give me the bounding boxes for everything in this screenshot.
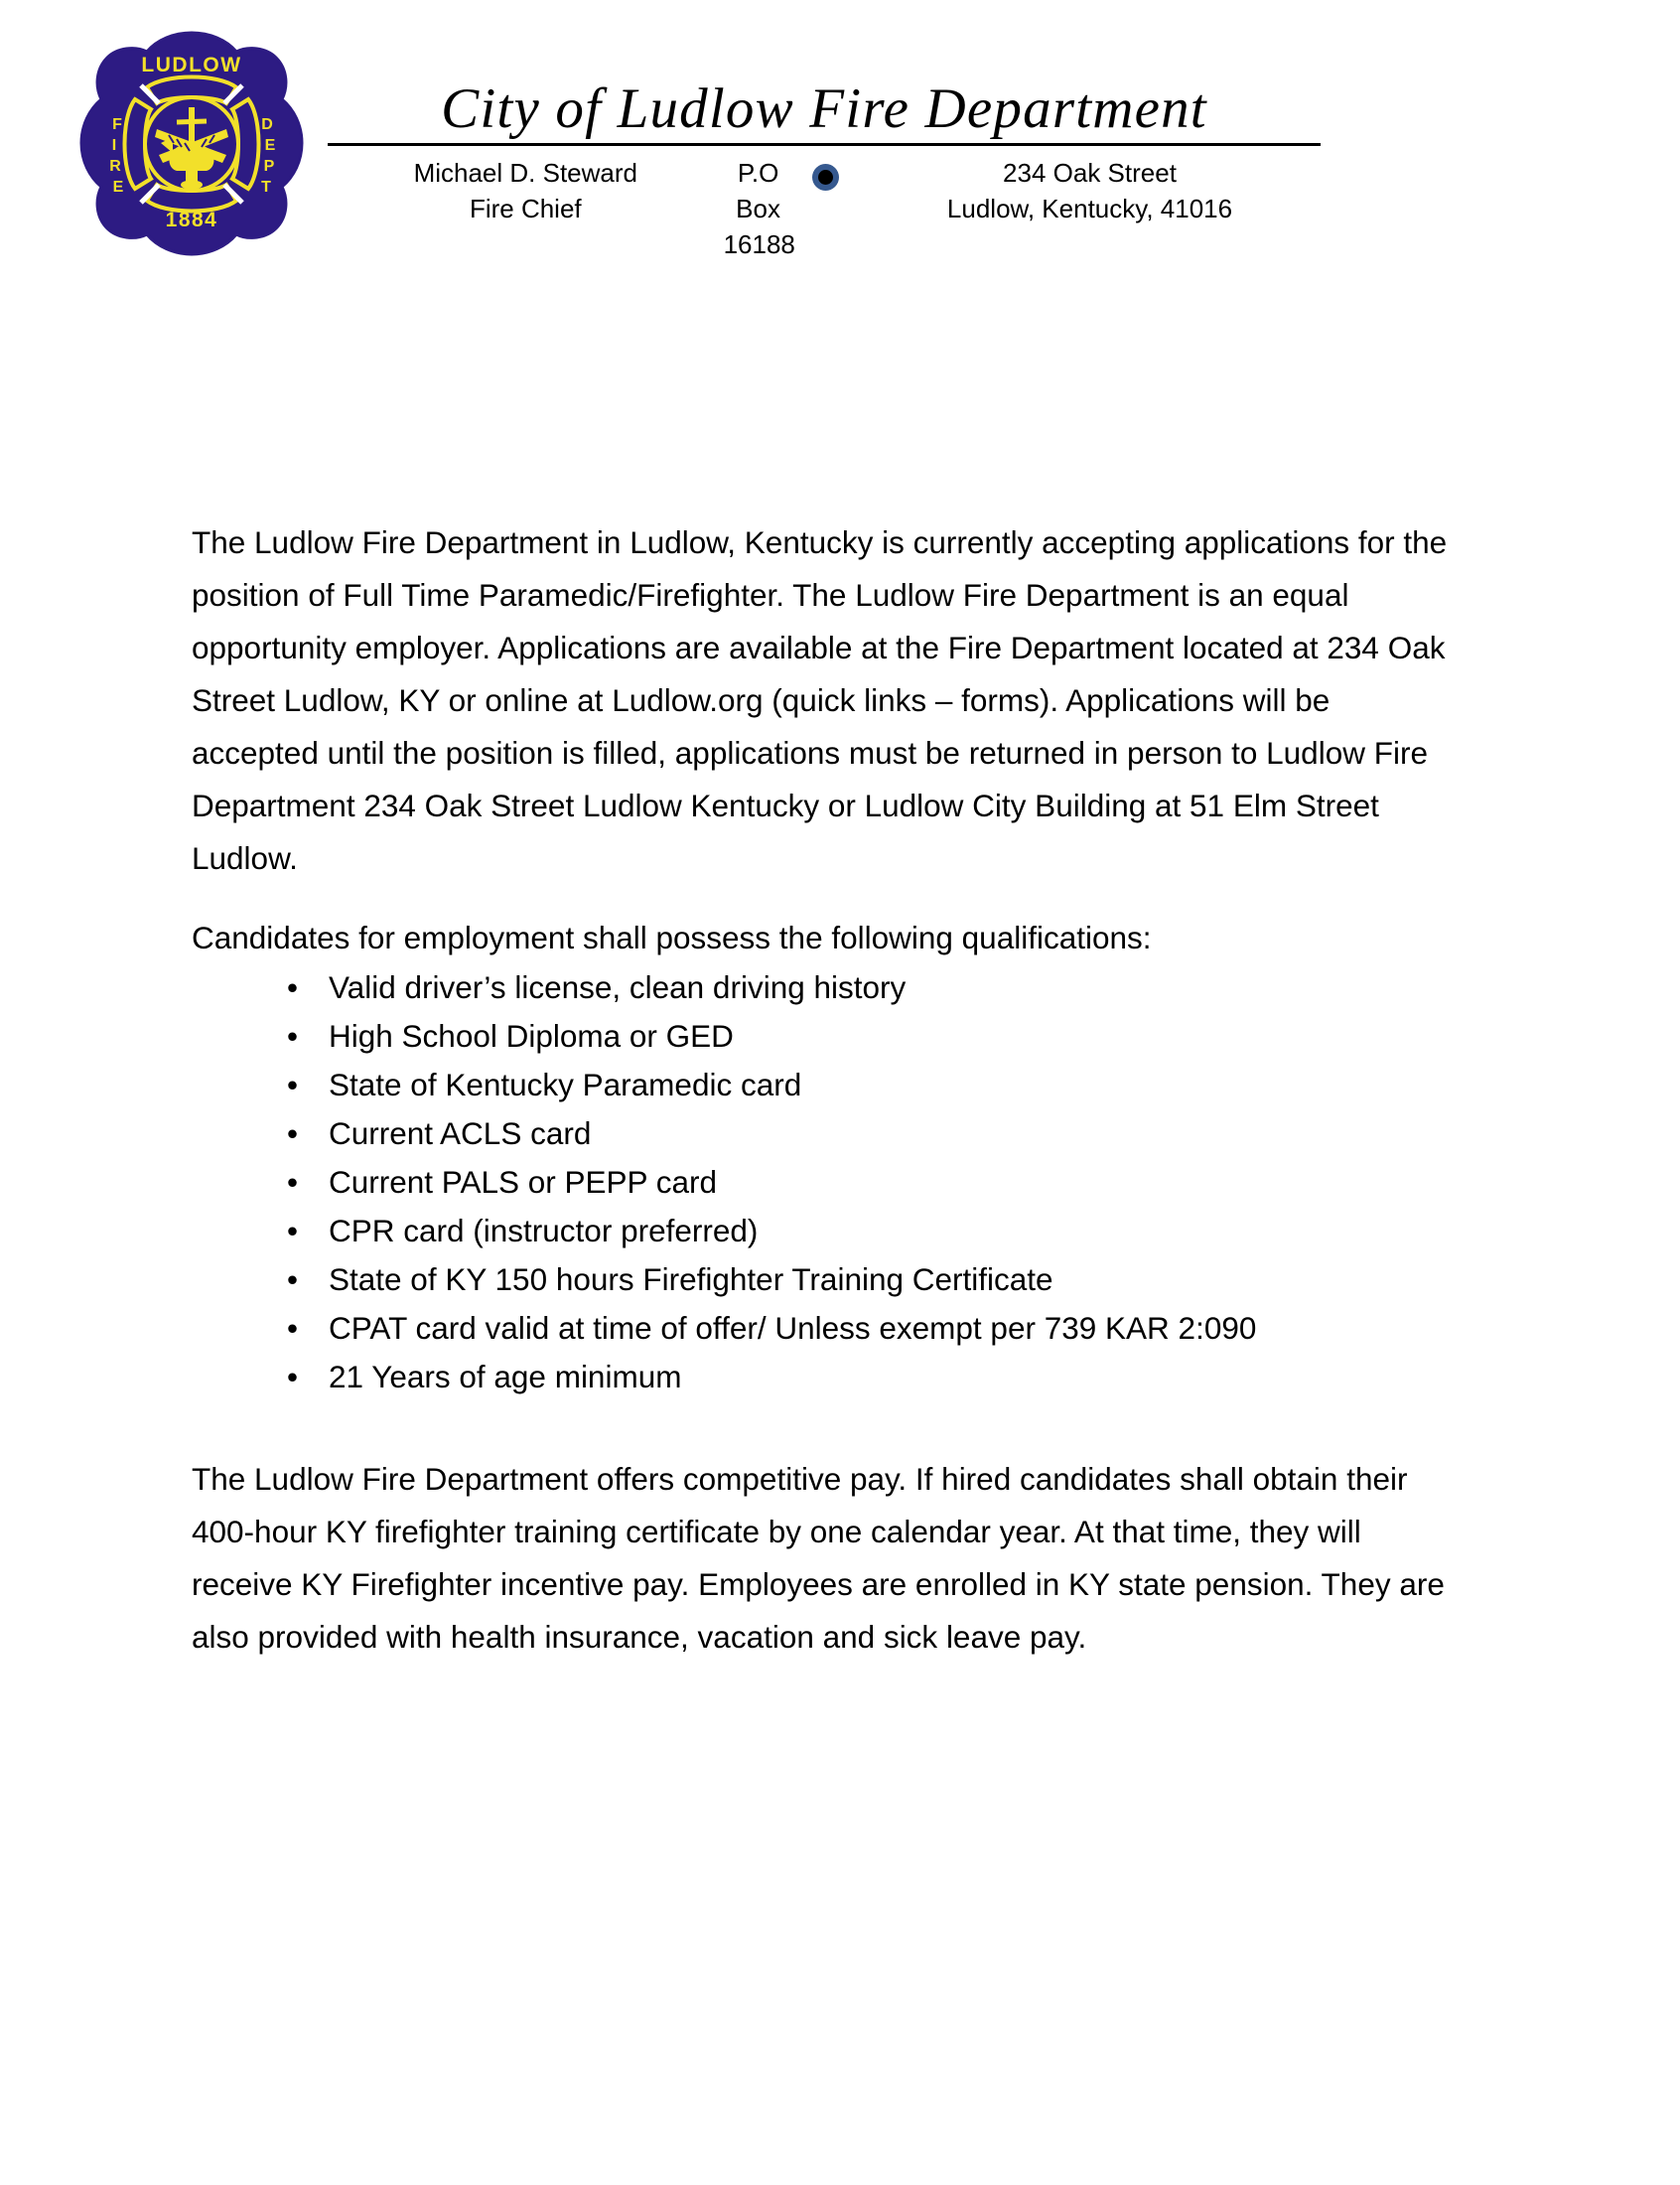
separator-wrap [793, 155, 859, 262]
badge-right-text-d: D [261, 116, 273, 133]
po-box: P.O Box 16188 [723, 158, 795, 259]
badge-left-text-r: R [109, 158, 121, 175]
letterhead [0, 0, 1680, 328]
chief-name: Michael D. Steward [413, 158, 637, 188]
bullet-icon: • [287, 1359, 299, 1394]
list-item-label: CPR card (instructor preferred) [329, 1213, 759, 1248]
list-item [287, 1158, 1453, 1207]
bullet-icon: • [287, 1115, 299, 1151]
address-info [859, 155, 1321, 262]
qualifications-list [192, 963, 1453, 1401]
document-body [192, 516, 1453, 1691]
bullet-icon: • [287, 1067, 299, 1102]
bullet-icon: • [287, 969, 299, 1005]
list-item-label: 21 Years of age minimum [329, 1359, 682, 1394]
list-item-label: Valid driver’s license, clean driving history [329, 969, 907, 1005]
bullet-icon: • [287, 1261, 299, 1297]
bullet-icon: • [287, 1213, 299, 1248]
badge-right-text-p: P [263, 158, 275, 175]
spacer [192, 1401, 1453, 1453]
list-item [287, 1353, 1453, 1401]
badge-year-text: 1884 [165, 209, 218, 231]
chief-info [328, 155, 724, 262]
po-box-wrap [724, 155, 793, 262]
bullet-icon: • [287, 1164, 299, 1200]
badge-left-text-i: I [111, 137, 117, 154]
bullet-icon: • [287, 1310, 299, 1346]
chief-role: Fire Chief [469, 194, 582, 223]
qualifications-intro: Candidates for employment shall possess the following qualifications: [192, 920, 1152, 955]
list-item-label: State of Kentucky Paramedic card [329, 1067, 802, 1102]
circle-dot-icon [812, 164, 839, 191]
list-item [287, 1255, 1453, 1304]
city-state-zip: Ludlow, Kentucky, 41016 [946, 194, 1233, 223]
bullet-icon: • [287, 1018, 299, 1054]
badge-right-text-e: E [264, 137, 276, 154]
list-item [287, 1012, 1453, 1061]
list-item-label: Current ACLS card [329, 1115, 592, 1151]
list-item [287, 1207, 1453, 1255]
badge-left-text-e: E [112, 179, 124, 196]
badge-left-text-f: F [112, 116, 122, 133]
list-item-label: High School Diploma or GED [329, 1018, 734, 1054]
list-item [287, 963, 1453, 1012]
list-item-label: Current PALS or PEPP card [329, 1164, 718, 1200]
fire-department-badge-logo [77, 30, 306, 258]
list-item-label: CPAT card valid at time of offer/ Unless exempt per 739 KAR 2:090 [329, 1310, 1257, 1346]
intro-paragraph: The Ludlow Fire Department in Ludlow, Kentucky is currently accepting applications for the position of Full Time Paramedic/Firefighter. The Ludlow Fire Department is an equal opportunity employer. Applications are available at the Fire Department located at 234 Oak Street Ludlow, KY or online at Ludlow.org (quick links – forms). Applications will be accepted until the position is filled, applications must be returned in person to Ludlow Fire Department 234 Oak Street Ludlow Kentucky or Ludlow City Building at 51 Elm Street Ludlow. [192, 524, 1448, 876]
badge-right-text-t: T [261, 179, 271, 196]
benefits-paragraph: The Ludlow Fire Department offers competitive pay. If hired candidates shall obtain their 400-hour KY firefighter training certificate by one calendar year. At that time, they will receive KY Firefighter incentive pay. Employees are enrolled in KY state pension. They are also provided with health insurance, vacation and sick leave pay. [192, 1461, 1445, 1655]
page-title: City of Ludlow Fire Department [328, 77, 1321, 146]
badge-top-text: LUDLOW [141, 54, 242, 76]
contact-info [328, 155, 1321, 262]
list-item [287, 1061, 1453, 1109]
list-item [287, 1304, 1453, 1353]
letterhead-text-block [328, 77, 1321, 262]
list-item [287, 1109, 1453, 1158]
list-item-label: State of KY 150 hours Firefighter Training Certificate [329, 1261, 1053, 1297]
street-address: 234 Oak Street [1003, 158, 1177, 188]
